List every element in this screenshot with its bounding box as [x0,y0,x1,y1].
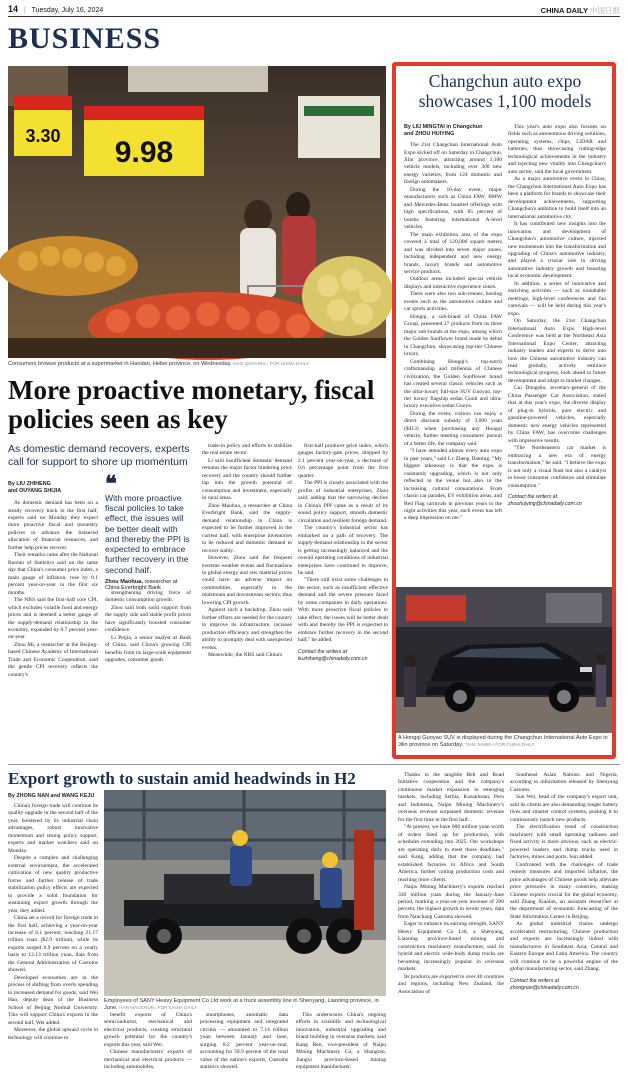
paragraph: Cui Dongshu, secretary-general of the China Passenger Car Association, stated that at this year's expo, the diverse display of plug-in hybrids, pure electric and gasoline-powered vehicles, especially domestic new energy vehicles represented by China FAW, has overcome challenges with impressive results. [508,385,606,444]
paragraph: As domestic demand has been on a steady recovery track in the first half, experts said on Monday they expect more proactive fiscal and monetary policies to advance the balanced allocation of financial resources, and further help prices recover. [8,500,98,551]
main-byline [8,481,98,495]
paragraph: This underscores China's ongoing efforts in scientific and technological innovation, industrial upgrading and brand building in overseas markets, said Kang Ren, vice-president of Naipu Mining Machinery Co, a Shangrao, Jiangxi province-based mining equipment manufacturer. [296,1012,386,1071]
paragraph: The NBS said the first-half core CPI, which excludes volatile food and energy prices and is deemed a better gauge of the supply-demand relationship in the economy, expanded by 0.7 percent year-on-year. [8,597,98,641]
auto-headline: Changchun auto expo showcases 1,100 models [418,71,592,111]
caption-text: A Hongqi Guoyao SUV is displayed during the Changchun International Auto Expo in Jilin province on Saturday. [398,735,608,748]
truck-assembly-photo [104,790,386,996]
paragraph: During the event, visitors can enjoy a direct discount subsidy of 3,000 yuan ($413) when purchasing any Hongqi vehicle, further meeting consumers' pursuit of a better life, the company said. [404,410,502,447]
quote-mark-icon: ❝ [105,471,117,496]
paragraph: This year's auto expo also focuses on fields such as autonomous driving solutions, operating systems, chips, LiDAR and batteries, thus showcasing cutting-edge technological achievements in the industry and injecting new vitality into Changchun's auto sector, said the local government. [508,124,606,175]
paragraph: Naipu Mining Machinery's exports reached 330 million yuan during the January-June period, marking a year-on-year increase of 200 percent, the highest growth in recent years, data from Nanchang Customs showed. [398,884,504,920]
export-col-3 [200,1012,288,1072]
paragraph: Sun Wei, head of the company's export unit, said its clients are also demanding longer battery lives and smarter control systems, pushing it to continuously launch new products. [510,794,618,823]
paragraph: Combining Hongqi's top-notch craftsmanship and millennia of Chinese civilization, the Golden Sunflower brand has created several classic vehicles such as the ultra-luxury full-size SUV Guoyao, top-tier luxury flagship sedan Guoli and ultra-luxury executive sedan Guoya. [404,358,502,410]
paper-name-cn: 中国日报 [590,6,620,15]
auto-expo-photo [396,587,612,733]
main-headline: More proactive monetary, fiscal policies seen as key [8,375,375,435]
paragraph: The electrification trend of construction machinery with small operating radiuses and fixed activity is more obvious, such as electric-powered loaders and dump trucks used in factories, mines and ports, Sun added. [510,824,618,861]
quote-speaker: Zhou Maohua, [105,579,143,586]
paragraph: Chinese manufacturers' exports of mechanical and electrical products — including automobiles, [104,1049,192,1071]
page-header: 14 | Tuesday, July 16, 2024 CHINA DAILY 中国日报 [8,4,620,15]
paragraph: Moreover, the global upward cycle in technology will continue to [8,1027,98,1041]
paragraph: Eager to enhance its earning strength, SANY Heavy Equipment Co Ltd, a Shenyang, Liaoning province-based mining and construction machinery manufacturer, said its hybrid and electric wide-body dump trucks are becoming increasingly popular in overseas markets. [398,921,504,973]
paragraph: In addition, a series of innovative and enriching activities — such as roundtable meetings, high-level conferences and fan carnivals — will be held during this year's expo. [508,280,606,317]
auto-byline [404,124,502,138]
paragraph: "The Northeastern car market is embracing a new era of energy transformation," he said. "I believe the expo is not only a visual feast but also a catalyst to boost consumer confidence and stimulate consumption." [508,445,606,489]
pull-quote [105,471,191,592]
export-col-4 [296,1012,386,1072]
paragraph: strengthening driving force of domestic consumption growth. [105,590,191,604]
paragraph: Southeast Asian Nations and Nigeria, according to information released by Shenyang Customs. [510,772,618,793]
paragraph: The country's industrial sector has embarked on a path of recovery. The supply-demand relationship in the sector is getting increasingly balanced and the overall operating conditions of industrial enterprises have continued to improve, he said. [298,525,388,576]
header-rule [8,16,620,17]
byline-line: By LIU ZHIHENG [8,481,51,487]
main-contact [298,649,388,663]
contact-email-link[interactable]: liuzhiheng@chinadaily.com.cn [298,655,368,662]
caption-text: Employees of SANY Heavy Equipment Co Ltd work at a truck assembly line in Shenyang, Liaoning province, in June. [104,998,379,1011]
quote-text: With more proactive fiscal policies to take effect, the issues will be better dealt with and thereby the PPI is expected to embrace further recovery in the second half. [105,492,190,575]
contact-email-link[interactable]: zhouhuiying@chinadaily.com.cn [508,500,582,507]
supermarket-caption [8,361,386,368]
paragraph: The 21st Changchun International Auto Expo kicked off on Saturday in Changchun, Jilin province, attracting around 1,100 vehicle models, including over 300 new energy varieties, from 124 domestic and foreign automakers. [404,142,502,186]
paragraph: Zhou Maohua, a researcher at China Everbright Bank, said the supply-demand relationship in China is expected to be further improved in the current half, with enterprise inventories to be reduced and domestic demand to recover stably. [202,502,292,554]
supermarket-photo [8,66,386,358]
paragraph: Zhou Mi, a researcher at the Beijing-based Chinese Academy of International Trade and Economic Cooperation, said the gentle CPI recovery reflects the country's [8,641,98,678]
paragraph: first-half producer price index, which gauges factory-gate prices, dropped by 2.1 percent year-on-year, a decrease of 0.6 percentage point from the first quarter. [298,443,388,479]
export-col-2 [104,1012,192,1072]
quote-speaker-role: researcher at China Everbright Bank [105,579,178,592]
paragraph: As a major automotive event in China, the Changchun International Auto Expo has been a platform for brands to showcase their development achievements, supporting Changchun's ambition to build itself into an international automotive city. [508,176,606,220]
paragraph: China set a record for foreign trade in the first half, achieving a year-on-year increase of 6.1 percent, reaching 21.17 trillion yuan ($2.9 trillion), while its exports surged 6.9 percent on a yearly basis to 12.13 trillion yuan, data from the General Administration of Customs showed. [8,915,98,974]
caption-text: Consumers browse products at a supermarket in Handan, Hebei province, on Wednesday. [8,361,232,367]
auto-col-2 [508,124,606,508]
paragraph: Their remarks came after the National Bureau of Statistics said on the same day that China's consumer price index, a main gauge of inflation, rose by 0.1 percent year-on-year in the first six months. [8,552,98,596]
contact-label: Contact the writers at [508,493,558,500]
main-col-2 [105,590,191,665]
paragraph: trade-in policy and efforts to stabilize the real estate sector. [202,443,292,457]
photo-credit: TIAN JIAMIN / FOR CHINA DAILY [464,741,535,747]
paragraph: "I have attended almost every auto expo in past years," said Lv Zheng Daming. "My biggest takeaway is that the expo is constantly upgrading, which is not only reflected in the venue but also in the increasing cultural connotations. From classic car parades, EV exhibition areas, and Red Flag carnivals in previous years to the night activities this year, each event has left a deep impression on me." [404,448,502,522]
paragraph: As global industrial chains undergo accelerated restructuring, Chinese production and exports are increasingly linked with manufacturers in Southeast Asia, Central and Eastern Europe and Latin America. The country will continue to be a powerful engine of the global manufacturing sector, said Zhang. [510,921,618,973]
paragraph: Li Peijia, a senior analyst at Bank of China, said China's growing CPI benefits from its large-scale equipment upgrades, consumer goods [105,634,191,664]
masthead [541,5,620,16]
contact-label: Contact the writers at [510,977,560,984]
paragraph: The main exhibition area of the expo covered a total of 120,000 square meters and was divided into seven major zones, including independent and new energy brands, luxury brands and automotive service products. [404,231,502,275]
section-title: BUSINESS [8,22,162,55]
photo-credit: HAO QUNYING / FOR CHINA DAILY [233,361,309,366]
export-col-1 [8,793,98,1042]
main-col-4 [298,443,388,663]
paragraph: China's foreign trade will continue its quality upgrade in the second half of the year, bolstered by its industrial chain advantages, robust innovative momentum and strong policy support, experts and market watchers said on Monday. [8,803,98,854]
paragraph: During the 10-day event, major manufacturers such as China FAW, BMW and Mercedes-Benz boasted offerings with high specifications, with 85 percent of booths featuring international A-level vehicles. [404,186,502,231]
paragraph: The PPI is closely associated with the profits of industrial enterprises, Zhou said, adding that the narrowing decline in China's PPI came as a result of its sound policy support, smooth domestic circulation and resilient foreign demand. [298,480,388,524]
auto-col-1 [404,124,502,523]
paragraph: Confronted with the challenges of trade remedy measures and imported inflation, the price advantages of Chinese goods help alleviate price pressures in many countries, making Chinese exports crucial for the global economy, said Zhang Xiaolan, an assistant researcher at the department of economic forecasting of the State Information Center in Beijing. [510,861,618,920]
export-contact [510,978,618,992]
export-col-6 [510,772,618,992]
byline-line: and OUYANG SHIJIA [8,488,62,495]
page-number: 14 [8,4,19,14]
paragraph: Outdoor areas included special vehicle displays and interactive experience zones. [404,276,502,290]
paragraph: Zhou said both solid support from the supply side and stable profit prices have significantly boosted consumer confidence. [105,604,191,634]
auto-photo-caption [398,735,610,749]
paragraph: smartphones, automatic data processing equipment and integrated circuits — amounted to 7.14 trillion yuan between January and June, surging 8.2 percent year-on-year, accounting for 58.9 percent of the total value of the nation's exports, Customs statistics showed. [200,1012,288,1071]
paragraph: Hongqi, a sub-brand of China FAW Group, presented 17 products from its three major sub-brands at the expo, among which the Golden Sunflower brand made its debut in Changchun, showcasing top-tier Chinese luxury. [404,313,502,358]
paragraph: Despite a complex and challenging external environment, the accelerated cultivation of new quality productive forces and further release of trade stabilization policy effects are expected to provide a solid foundation for sustaining export growth through the year, they added. [8,855,98,914]
auto-contact [508,494,606,508]
paragraph: It has contributed new insights into the innovation and development of Changchun's automotive culture, injected new momentum into the transformation and upgrading of China's automotive industry, and played a crucial role in driving automotive industry growth and boosting local economic development. [508,221,606,280]
byline-line: By LIU MINGTAI in Changchun [404,124,483,130]
truck-photo-caption [104,998,386,1012]
paragraph: There were also two sub-venues, hosting events such as the automotive culture and car sports activities. [404,291,502,313]
export-col-5 [398,772,504,996]
contact-label: Contact the writers at [298,648,348,655]
export-headline: Export growth to sustain amid headwinds in H2 [8,769,356,788]
issue-date: Tuesday, July 16, 2024 [31,7,104,14]
paragraph: On Saturday, the 21st Changchun International Auto Expo High-level Conference was held at the Northeast Asia International Expo Center, attracting industry leaders and experts to delve into how the Chinese automotive industry can lead globally, actively embrace technological progress, look ahead to future development and adapt to market changes. [508,318,606,384]
price-sign-left: 3.30 [25,126,61,146]
paragraph: "There still exist some challenges in the sector, such as insufficient effective demand and the severe pressure faced by some companies in daily operations. With more proactive fiscal policies to take effect, the issues will be better dealt with and thereby the PPI is expected to embrace further recovery in the second half," he added. [298,577,388,644]
paragraph: Meanwhile, the NBS said China's [208,652,283,659]
contact-email-link[interactable]: zhongnan@chinadaily.com.cn [510,984,579,991]
paragraph: Against such a backdrop, Zhou said further efforts are needed for the country to improve its infrastructure, increase production efficiency and strengthen the ability to promptly deal with unexpected events. [202,607,292,651]
paragraph: Thanks to the tangible Belt and Road Initiative cooperation and the company's continuous market expansion in emerging markets, including Serbia, Kazakhstan, Peru and Indonesia, Naipu Mining Machinery's overseas revenue surpassed domestic revenue for the first time in the first half. [398,772,504,823]
main-col-3 [202,443,292,660]
price-sign-right: 9.98 [114,136,174,169]
section-divider [8,764,620,765]
paragraph: However, Zhou said the frequent extreme weather events and fluctuations in global energy and raw material prices could have an adverse impact on commodities, especially in the midstream and downstream sectors, thus lowering CPI growth. [202,555,292,606]
main-dek: As domestic demand recovers, experts call for support to shore up momentum [8,443,190,468]
paragraph: Developed economies are in the process of shifting from overly spending to increased demand for goods, said Wei Hao, deputy dean of the Business School of Beijing Normal University. This will support China's exports in the second half, Wei added. [8,974,98,1026]
paragraph: Li said insufficient domestic demand remains the major factor hindering price recovery and the country should further tap into the growth potential of consumption and investment, especially in rural areas. [202,457,292,502]
paragraph: "At present, we have 600 million yuan worth of orders lined up for production, with schedules extending into 2025. Our workshops are operating daily to meet those deadlines," said Kang, adding that the company had established factories in Africa and South America, further cutting production costs and reaching more clients. [398,824,504,883]
export-byline [8,793,98,800]
byline-line: By ZHONG NAN and WANG KEJU [8,793,95,799]
photo-credit: HAN MAOCHUN / FOR CHINA DAILY [119,1004,198,1010]
paper-name: CHINA DAILY [540,6,588,15]
paragraph: Its products are exported to over 40 countries and regions, including New Zealand, the Association of [398,973,504,995]
main-col-1 [8,481,98,679]
paragraph: benefit exports of China's semiconductor, mechanical and electrical products, creating structural growth potential for the country's exports this year, said Wei. [104,1012,192,1048]
byline-line: and ZHOU HUIYING [404,131,455,138]
